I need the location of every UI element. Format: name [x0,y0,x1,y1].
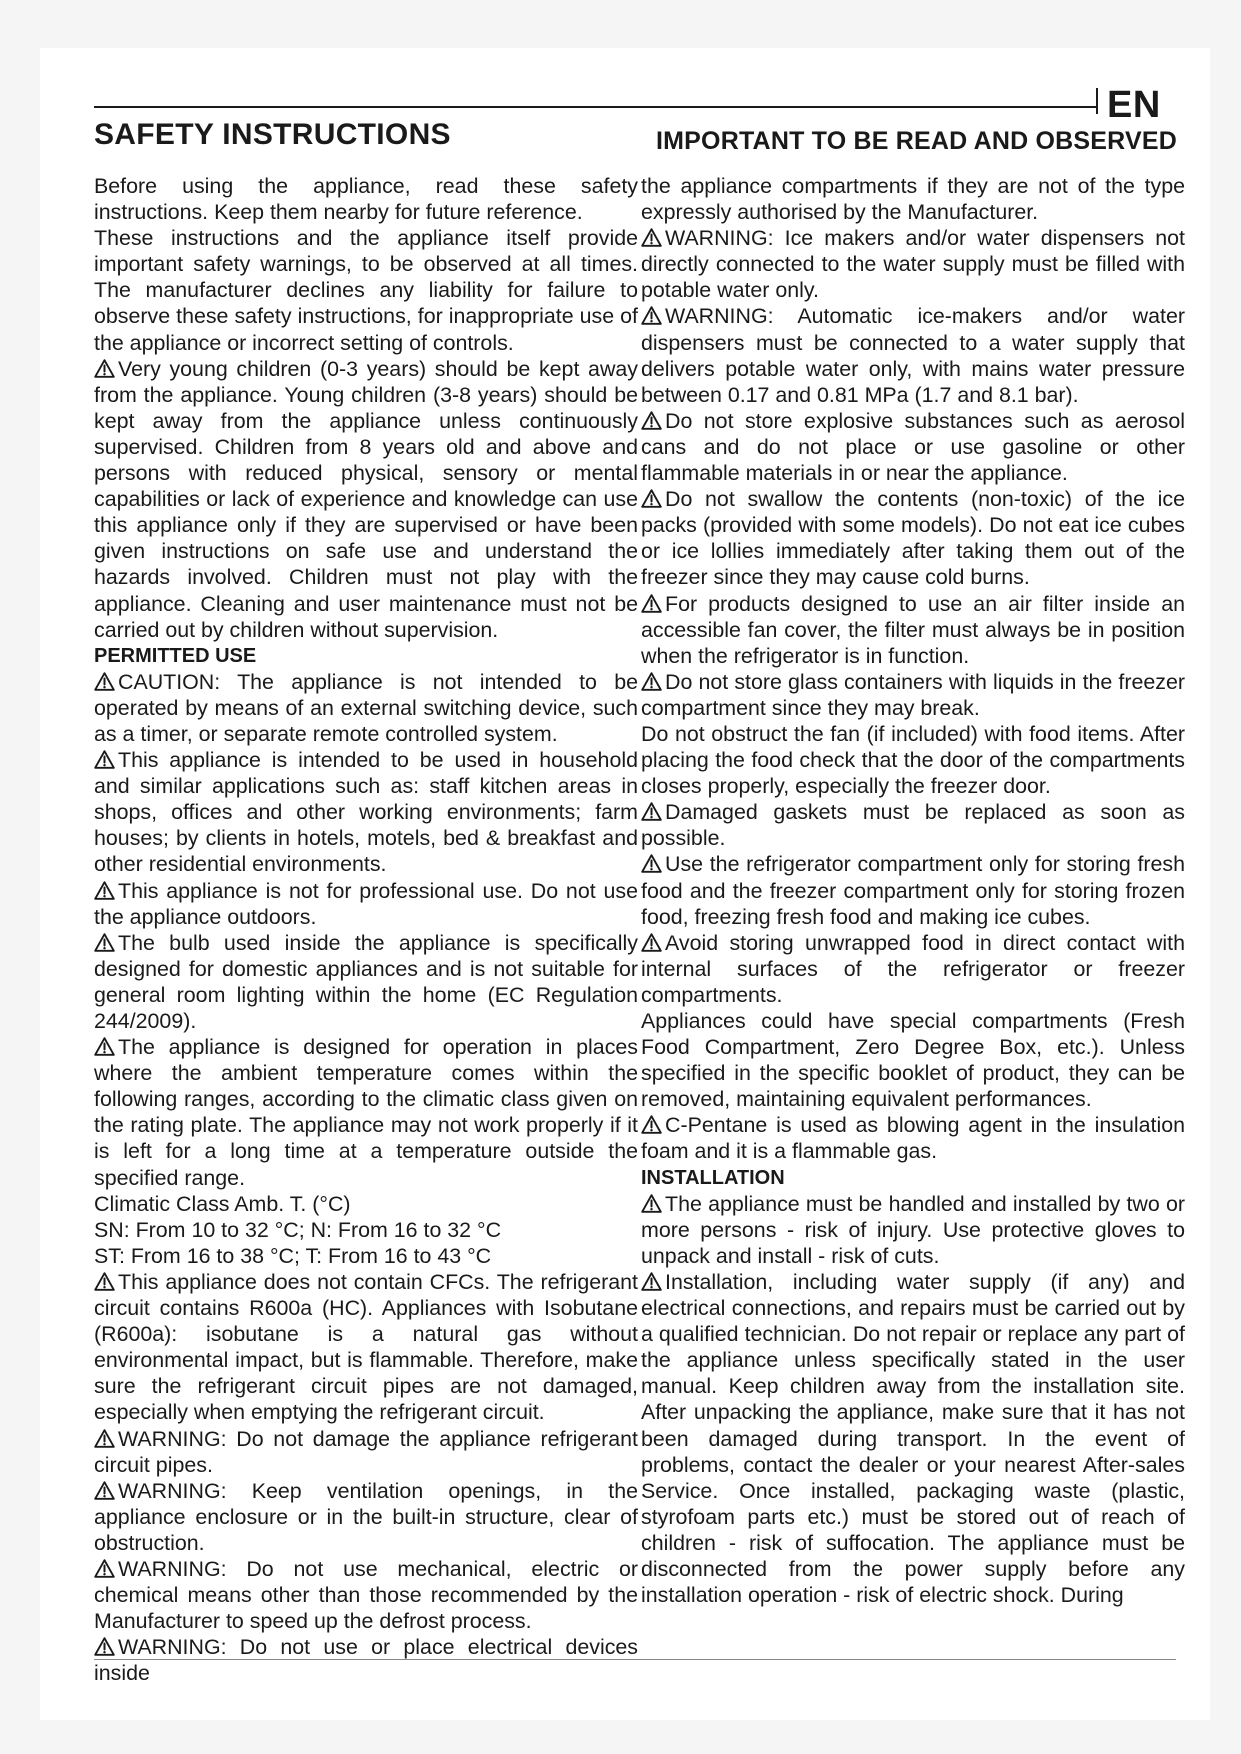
warning-icon [641,489,662,508]
warning-icon [641,672,662,691]
electrical-devices-continued: the appliance compartments if they are not of the type expressly authorised by the Manufacturer. [641,174,1185,225]
warning-icon [641,802,662,821]
page-subtitle: IMPORTANT TO BE READ AND OBSERVED [656,127,1177,155]
unwrapped-food-warning [641,930,1185,1008]
c-pentane-warning [641,1112,1185,1164]
warning-icon [641,1272,662,1291]
bulb-warning-text: The bulb used inside the appliance is specifically designed for domestic appliances and is not suitable for general room lighting within the home (EC Regulation 244/2009). [94,930,638,1033]
warning-icon [94,1637,115,1656]
warning-icon [94,933,115,952]
installation-warning [641,1269,1185,1608]
warning-icon [641,1194,662,1213]
refrigerant-pipes-text: WARNING: Do not damage the appliance refrigerant circuit pipes. [94,1426,638,1477]
header-tick [1096,88,1098,114]
refrigerant-warning-text: This appliance does not contain CFCs. The refrigerant circuit contains R600a (HC). Appliances with Isobutane (R600a): isobutane is a natural gas without environmental impact, but is flammable. Therefore, make sure the refrigerant circuit pipes are not damaged, especially when emptying the refrigerant circuit. [94,1269,638,1425]
warning-icon [94,672,115,691]
potable-water-text: WARNING: Ice makers and/or water dispensers not directly connected to the water supply must be filled with potable water only. [641,226,1185,303]
potable-water-warning [641,225,1185,303]
c-pentane-text: C-Pentane is used as blowing agent in the insulation foam and it is a flammable gas. [641,1113,1185,1164]
warning-icon [94,881,115,900]
unwrapped-food-text: Avoid storing unwrapped food in direct contact with internal surfaces of the refrigerator or freezer compartments. [641,930,1185,1007]
compartment-use-warning [641,851,1185,929]
warning-icon [94,1429,115,1448]
climatic-class-heading: Climatic Class Amb. T. (°C) [94,1191,351,1216]
defrost-warning [94,1556,638,1634]
climatic-class-sn-n: SN: From 10 to 32 °C; N: From 16 to 32 °C [94,1217,502,1242]
handling-warning [641,1191,1185,1269]
footer-rule [94,1659,1176,1660]
caution-switching-device-text: CAUTION: The appliance is not intended to be operated by means of an external switching device, such as a timer, or separate remote controlled system. [94,669,638,746]
children-warning [94,356,638,643]
water-pressure-text: WARNING: Automatic ice-makers and/or water dispensers must be connected to a water supply that delivers potable water only, with mains water pressure between 0.17 and 0.81 MPa (1.7 and 8.1 bar). [641,304,1185,407]
air-filter-text: For products designed to use an air filter inside an accessible fan cover, the filter must always be in position when the refrigerator is in function. [641,591,1185,668]
air-filter-warning [641,591,1185,669]
caution-switching-device [94,669,638,747]
special-compartments-paragraph: Appliances could have special compartments (Fresh Food Compartment, Zero Degree Box, etc.). Unless specified in the specific booklet of product, they can be removed, maintaining equivalent performances. [641,1009,1185,1112]
household-use-warning [94,747,638,877]
warning-icon [94,750,115,769]
ventilation-warning-text: WARNING: Keep ventilation openings, in the appliance enclosure or in the built-in structure, clear of obstruction. [94,1478,638,1555]
defrost-warning-text: WARNING: Do not use mechanical, electric or chemical means other than those recommended by the Manufacturer to speed up the defrost process. [94,1556,638,1634]
warning-icon [641,854,662,873]
section-heading-installation: INSTALLATION [641,1166,785,1189]
children-warning-text: Very young children (0-3 years) should be kept away from the appliance. Young children (3-8 years) should be kept away from the appliance unless continuously supervised. Children from 8 years old and above and persons with reduced physical, sensory or mental capabilities or lack of experience and knowledge can use this appliance only if they are supervised or have been given instructions on safe use and understand the hazards involved. Children must not play with the appliance. Cleaning and user maintenance must not be carried out by children without supervision. [94,356,638,642]
page-title: SAFETY INSTRUCTIONS [94,118,451,151]
warning-icon [641,594,662,613]
intro-paragraph: Before using the appliance, read these safety instructions. Keep them nearby for future reference. [94,174,638,225]
warning-icon [641,933,662,952]
warning-icon [94,359,115,378]
refrigerant-pipes-warning [94,1426,638,1478]
warning-icon [641,411,662,430]
right-column [641,173,1185,1608]
household-use-text: This appliance is intended to be used in household and similar applications such as: staff kitchen areas in shops, offices and other working environments; farm houses; by clients in hotels, motels, bed & breakfast and other residential environments. [94,748,638,877]
warning-icon [94,1272,115,1291]
warning-icon [641,306,662,325]
fan-obstruction-paragraph: Do not obstruct the fan (if included) with food items. After placing the food check that the door of the compartments closes properly, especially the freezer door. [641,721,1185,799]
ice-packs-text: Do not swallow the contents (non-toxic) of the ice packs (provided with some models). Do not eat ice cubes or ice lollies immediately after taking them out of the freezer since they may cause cold burns. [641,487,1185,590]
handling-warning-text: The appliance must be handled and installed by two or more persons - risk of injury. Use protective gloves to unpack and install - risk of cuts. [641,1191,1185,1268]
electrical-devices-text: WARNING: Do not use or place electrical devices inside [94,1635,638,1686]
ventilation-warning [94,1478,638,1556]
bulb-warning [94,930,638,1034]
warning-icon [94,1037,115,1056]
warning-icon [94,1481,115,1500]
refrigerant-warning [94,1269,638,1426]
professional-use-warning [94,878,638,930]
header-rule [94,106,1096,108]
glass-containers-text: Do not store glass containers with liquids in the freezer compartment since they may break. [641,669,1185,720]
intro-warnings-paragraph: These instructions and the appliance itself provide important safety warnings, to be observed at all times. The manufacturer declines any liability for failure to observe these safety instructions, for inappropriate use of the appliance or incorrect setting of controls. [94,226,638,355]
warning-icon [641,228,662,247]
language-tag: EN [1107,84,1161,126]
section-heading-permitted-use: PERMITTED USE [94,644,257,667]
left-column [94,173,638,1686]
climatic-class-st-t: ST: From 16 to 38 °C; T: From 16 to 43 °C [94,1243,492,1268]
ice-packs-warning [641,486,1185,590]
electrical-devices-warning [94,1634,638,1686]
explosive-substances-warning [641,408,1185,486]
installation-warning-text: Installation, including water supply (if any) and electrical connections, and repairs must be carried out by a qualified technician. Do not repair or replace any part of the appliance unless specifically stated in the user manual. Keep children away from the installation site. After unpacking the appliance, make sure that it has not been damaged during transport. In the event of problems, contact the dealer or your nearest After-sales Service. Once installed, packaging waste (plastic, styrofoam parts etc.) must be stored out of reach of children - risk of suffocation. The appliance must be disconnected from the power supply before any installation operation - risk of electric shock. During [641,1269,1185,1608]
warning-icon [94,1559,115,1578]
professional-use-text: This appliance is not for professional use. Do not use the appliance outdoors. [94,878,638,929]
glass-containers-warning [641,669,1185,721]
ambient-temperature-warning [94,1034,638,1191]
water-pressure-warning [641,303,1185,407]
warning-icon [641,1115,662,1134]
compartment-use-text: Use the refrigerator compartment only for storing fresh food and the freezer compartment only for storing frozen food, freezing fresh food and making ice cubes. [641,852,1185,929]
gaskets-warning [641,799,1185,851]
explosive-substances-text: Do not store explosive substances such as aerosol cans and do not place or use gasoline or other flammable materials in or near the appliance. [641,408,1185,486]
gaskets-text: Damaged gaskets must be replaced as soon as possible. [641,800,1185,851]
ambient-temperature-text: The appliance is designed for operation in places where the ambient temperature comes within the following ranges, according to the climatic class given on the rating plate. The appliance may not work properly if it is left for a long time at a temperature outside the specified range. [94,1035,638,1190]
